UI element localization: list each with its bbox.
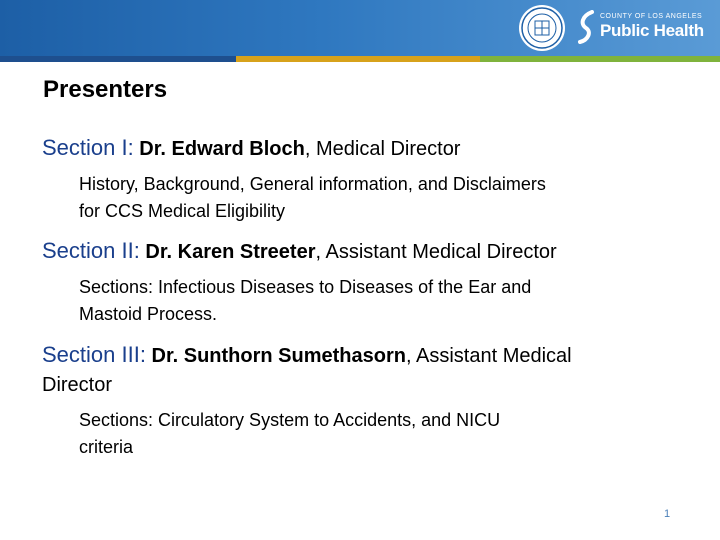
section-3-presenter: Dr. Sunthorn Sumethasorn bbox=[151, 345, 406, 367]
section-3-description bbox=[79, 407, 669, 461]
public-health-logo bbox=[576, 10, 716, 46]
logo-public-health-text: Public Health bbox=[600, 21, 704, 40]
section-3-role-continued: Director bbox=[42, 374, 113, 396]
section-2-presenter: Dr. Karen Streeter bbox=[145, 241, 316, 263]
section-1-label: Section I: bbox=[42, 135, 134, 160]
section-2-description-line: Mastoid Process. bbox=[79, 304, 218, 324]
slide-title: Presenters bbox=[43, 76, 168, 103]
section-1-role: , Medical Director bbox=[304, 138, 461, 160]
section-2-role: , Assistant Medical Director bbox=[315, 241, 557, 263]
section-3-description-line: criteria bbox=[79, 437, 134, 457]
section-3-role: , Assistant Medical bbox=[405, 345, 572, 367]
section-1-presenter: Dr. Edward Bloch bbox=[139, 138, 305, 160]
section-1-description bbox=[79, 171, 669, 225]
section-2-description bbox=[79, 274, 669, 328]
header-stripe-green bbox=[480, 56, 720, 62]
section-1-description-line: for CCS Medical Eligibility bbox=[79, 201, 286, 221]
page-number: 1 bbox=[664, 508, 671, 520]
header-stripe-gold bbox=[236, 56, 480, 62]
section-2-label: Section II: bbox=[42, 238, 140, 263]
section-3-heading bbox=[42, 340, 662, 400]
header-stripe-blue bbox=[0, 56, 236, 62]
section-3-label: Section III: bbox=[42, 342, 146, 367]
logo-county-text: COUNTY OF LOS ANGELES bbox=[600, 13, 703, 20]
section-1-description-line: History, Background, General information, and Disclaimers bbox=[79, 174, 546, 194]
section-2-description-line: Sections: Infectious Diseases to Diseases of the Ear and bbox=[79, 277, 532, 297]
health-swoosh-icon bbox=[576, 10, 598, 44]
section-3-description-line: Sections: Circulatory System to Accidents, and NICU bbox=[79, 410, 501, 430]
county-seal-icon bbox=[518, 4, 566, 52]
section-1-heading bbox=[42, 133, 662, 164]
section-2-heading bbox=[42, 236, 662, 267]
